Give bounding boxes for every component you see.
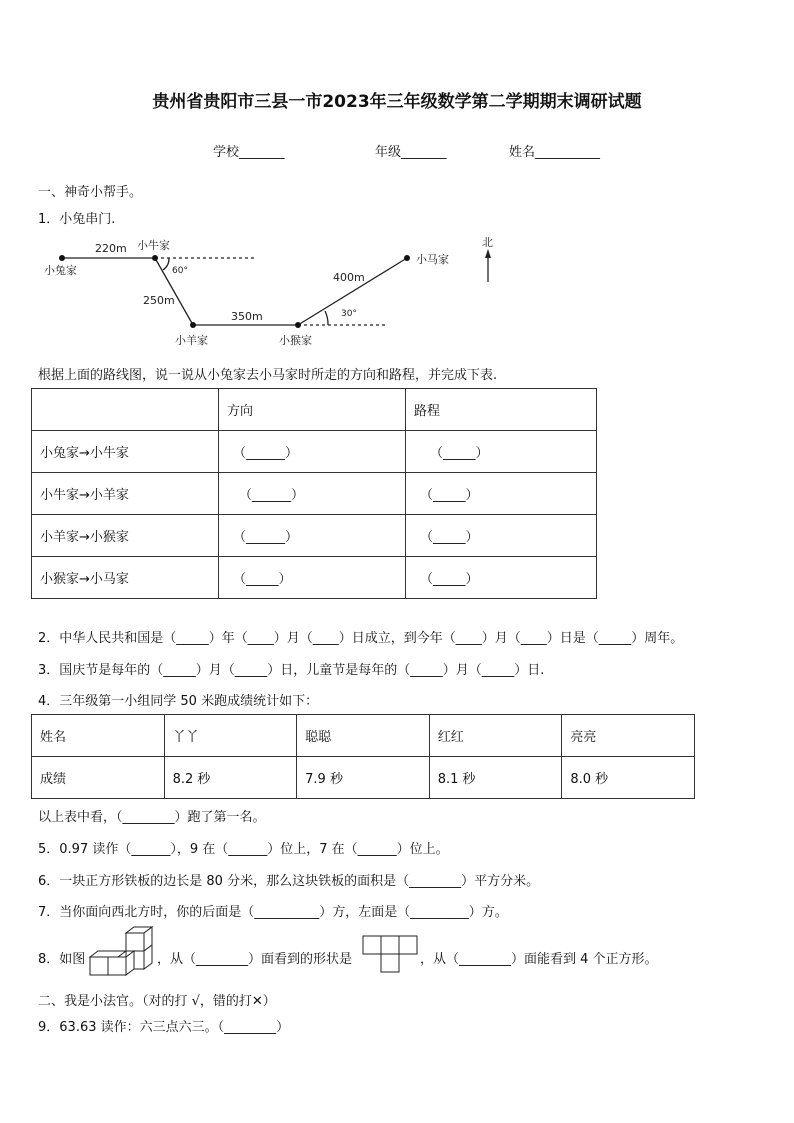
- grade-blank: _______: [401, 145, 447, 160]
- north-arrow-head: [485, 249, 491, 258]
- q7-text: 7．当你面向西北方时，你的后面是（__________）方，左面是（_________）方。: [38, 905, 508, 920]
- table-cell: 路程: [406, 389, 597, 431]
- cube-stack-figure: [86, 925, 158, 979]
- section1-heading: 一、神奇小帮手。: [38, 185, 143, 200]
- table-row: [32, 431, 597, 473]
- score-table: [31, 714, 695, 799]
- table-cell: 小牛家→小羊家: [32, 473, 219, 515]
- table-cell: 聪聪: [297, 715, 430, 757]
- answer-blank[interactable]: （_____）: [406, 515, 597, 557]
- table-row: [32, 757, 695, 799]
- answer-blank[interactable]: （______）: [219, 431, 406, 473]
- table-cell: 丫丫: [164, 715, 297, 757]
- table-cell: 小羊家→小猴家: [32, 515, 219, 557]
- q4-after: 以上表中看，（________）跑了第一名。: [38, 810, 266, 825]
- point-cow: [152, 255, 158, 261]
- label-angle-60: 60°: [172, 266, 188, 276]
- grade-label: 年级: [375, 145, 402, 160]
- table-cell: 红红: [429, 715, 562, 757]
- table-header-row: [32, 389, 597, 431]
- label-sheep: 小羊家: [175, 334, 208, 347]
- table-cell: 8.1 秒: [429, 757, 562, 799]
- label-d4: 400m: [333, 271, 365, 284]
- angle-arc-60: [163, 258, 169, 270]
- q1-text: 1．小兔串门.: [38, 212, 116, 227]
- table-cell: [32, 389, 219, 431]
- answer-blank[interactable]: （______）: [219, 473, 406, 515]
- label-cow: 小牛家: [137, 239, 170, 252]
- table-cell: 小猴家→小马家: [32, 557, 219, 599]
- route-table: [31, 388, 597, 599]
- q9-text: 9．63.63 读作：六三点六三。（________）: [38, 1020, 290, 1035]
- school-blank: _______: [239, 145, 285, 160]
- name-label: 姓名: [509, 145, 536, 160]
- table-cell: 8.2 秒: [164, 757, 297, 799]
- label-north: 北: [482, 236, 493, 249]
- table-cell: 7.9 秒: [297, 757, 430, 799]
- page-title: 贵州省贵阳市三县一市2023年三年级数学第二学期期末调研试题: [152, 92, 642, 112]
- school-label: 学校: [213, 145, 240, 160]
- table-row: [32, 715, 695, 757]
- table-cell: 亮亮: [562, 715, 695, 757]
- q8-mid1: ，从（________）面看到的形状是: [157, 952, 353, 967]
- table-row: [32, 557, 597, 599]
- point-horse: [404, 255, 410, 261]
- name-blank: __________: [535, 145, 601, 160]
- table-row: [32, 473, 597, 515]
- q1-instruction: 根据上面的路线图，说一说从小兔家去小马家时所走的方向和路程，并完成下表.: [38, 368, 498, 383]
- label-d3: 350m: [231, 310, 263, 323]
- q3-text: 3．国庆节是每年的（_____）月（_____）日，儿童节是每年的（_____）月（_____）日.: [38, 663, 545, 678]
- answer-blank[interactable]: （_____）: [406, 431, 597, 473]
- label-d1: 220m: [95, 242, 127, 255]
- view-shape-figure: [362, 935, 420, 973]
- label-d2: 250m: [143, 294, 175, 307]
- table-cell: 方向: [219, 389, 406, 431]
- table-cell: 姓名: [32, 715, 165, 757]
- label-rabbit: 小兔家: [44, 264, 77, 277]
- point-monkey: [295, 322, 301, 328]
- answer-blank[interactable]: （_____）: [219, 557, 406, 599]
- section2-heading: 二、我是小法官。（对的打 √，错的打✕）: [38, 994, 276, 1009]
- route-diagram: [0, 0, 794, 360]
- answer-blank[interactable]: （_____）: [406, 473, 597, 515]
- table-row: [32, 515, 597, 557]
- q4-text: 4．三年级第一小组同学 50 米跑成绩统计如下：: [38, 694, 319, 709]
- label-angle-30: 30°: [341, 309, 357, 319]
- q5-text: 5．0.97 读作（______），9 在（______）位上，7 在（______）位上。: [38, 842, 449, 857]
- table-cell: 小兔家→小牛家: [32, 431, 219, 473]
- answer-blank[interactable]: （_____）: [406, 557, 597, 599]
- label-horse: 小马家: [416, 253, 449, 266]
- q2-text: 2．中华人民共和国是（_____）年（____）月（____）日成立，到今年（____）月（____）日是（_____）周年。: [38, 631, 684, 646]
- table-cell: 8.0 秒: [562, 757, 695, 799]
- point-rabbit: [59, 255, 65, 261]
- answer-blank[interactable]: （______）: [219, 515, 406, 557]
- q6-text: 6．一块正方形铁板的边长是 80 分米，那么这块铁板的面积是（________）平方分米。: [38, 874, 540, 889]
- q8-prefix: 8．如图: [38, 952, 86, 967]
- label-monkey: 小猴家: [279, 334, 312, 347]
- q8-mid2: ，从（________）面能看到 4 个正方形。: [420, 952, 658, 967]
- table-cell: 成绩: [32, 757, 165, 799]
- angle-arc-30: [325, 311, 328, 325]
- point-sheep: [190, 322, 196, 328]
